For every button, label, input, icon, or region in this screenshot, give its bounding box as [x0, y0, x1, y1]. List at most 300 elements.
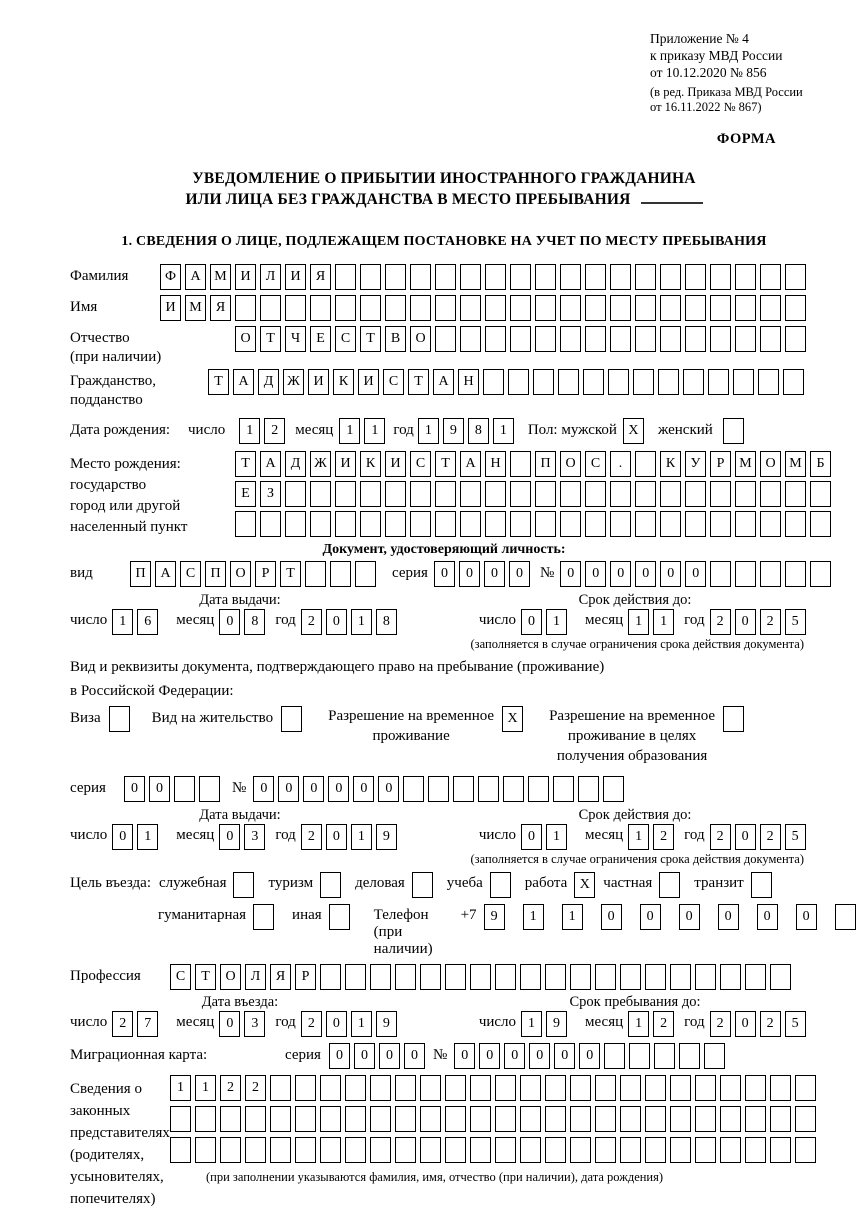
char-cell[interactable]: З — [260, 481, 281, 507]
char-cell[interactable] — [320, 1075, 341, 1101]
char-cell[interactable] — [460, 295, 481, 321]
char-cell[interactable] — [720, 1106, 741, 1132]
char-cell[interactable] — [570, 1137, 591, 1163]
char-cell[interactable]: Т — [280, 561, 301, 587]
char-cell[interactable] — [295, 1137, 316, 1163]
char-cell[interactable]: 7 — [137, 1011, 158, 1037]
char-cell[interactable] — [603, 776, 624, 802]
char-cell[interactable]: К — [360, 451, 381, 477]
char-cell[interactable]: 0 — [479, 1043, 500, 1069]
char-cell[interactable]: 2 — [653, 1011, 674, 1037]
char-cell[interactable]: И — [308, 369, 329, 395]
char-cell[interactable]: А — [433, 369, 454, 395]
char-cell[interactable]: О — [760, 451, 781, 477]
char-cell[interactable] — [174, 776, 195, 802]
char-cell[interactable] — [560, 295, 581, 321]
char-cell[interactable] — [760, 295, 781, 321]
char-cell[interactable] — [745, 1137, 766, 1163]
char-cell[interactable]: О — [220, 964, 241, 990]
char-cell[interactable] — [685, 481, 706, 507]
char-cell[interactable]: 0 — [735, 1011, 756, 1037]
char-cell[interactable] — [660, 264, 681, 290]
char-cell[interactable] — [760, 326, 781, 352]
char-cell[interactable]: 1 — [546, 609, 567, 635]
char-cell[interactable] — [335, 511, 356, 537]
char-cell[interactable] — [460, 481, 481, 507]
char-cell[interactable]: 0 — [149, 776, 170, 802]
char-cell[interactable] — [420, 1137, 441, 1163]
char-cell[interactable] — [460, 326, 481, 352]
purpose-other-checkbox[interactable] — [329, 904, 350, 930]
char-cell[interactable] — [535, 511, 556, 537]
char-cell[interactable]: 0 — [454, 1043, 475, 1069]
char-cell[interactable] — [735, 561, 756, 587]
char-cell[interactable] — [545, 1106, 566, 1132]
char-cell[interactable] — [770, 1137, 791, 1163]
char-cell[interactable]: О — [560, 451, 581, 477]
char-cell[interactable] — [695, 1106, 716, 1132]
char-cell[interactable] — [510, 326, 531, 352]
char-cell[interactable] — [735, 295, 756, 321]
char-cell[interactable] — [604, 1043, 625, 1069]
char-cell[interactable] — [295, 1075, 316, 1101]
char-cell[interactable]: Л — [245, 964, 266, 990]
char-cell[interactable]: Т — [235, 451, 256, 477]
char-cell[interactable] — [528, 776, 549, 802]
char-cell[interactable] — [710, 561, 731, 587]
char-cell[interactable] — [608, 369, 629, 395]
char-cell[interactable]: 0 — [278, 776, 299, 802]
char-cell[interactable] — [235, 511, 256, 537]
char-cell[interactable] — [485, 295, 506, 321]
char-cell[interactable] — [195, 1106, 216, 1132]
char-cell[interactable] — [708, 369, 729, 395]
char-cell[interactable]: А — [185, 264, 206, 290]
char-cell[interactable]: 5 — [785, 1011, 806, 1037]
temp-residence-education-checkbox[interactable] — [723, 706, 744, 732]
char-cell[interactable]: 0 — [219, 824, 240, 850]
char-cell[interactable] — [535, 295, 556, 321]
char-cell[interactable] — [385, 295, 406, 321]
purpose-work-checkbox[interactable]: X — [574, 872, 595, 898]
char-cell[interactable] — [585, 295, 606, 321]
char-cell[interactable]: 2 — [760, 609, 781, 635]
char-cell[interactable] — [545, 1137, 566, 1163]
char-cell[interactable] — [560, 481, 581, 507]
char-cell[interactable] — [470, 1075, 491, 1101]
char-cell[interactable]: К — [333, 369, 354, 395]
char-cell[interactable] — [270, 1137, 291, 1163]
char-cell[interactable]: 0 — [112, 824, 133, 850]
char-cell[interactable] — [645, 964, 666, 990]
char-cell[interactable] — [420, 1075, 441, 1101]
char-cell[interactable]: 2 — [653, 824, 674, 850]
char-cell[interactable] — [620, 964, 641, 990]
char-cell[interactable]: Б — [810, 451, 831, 477]
char-cell[interactable] — [558, 369, 579, 395]
char-cell[interactable] — [170, 1137, 191, 1163]
char-cell[interactable] — [710, 511, 731, 537]
char-cell[interactable]: Т — [195, 964, 216, 990]
char-cell[interactable] — [485, 264, 506, 290]
char-cell[interactable] — [760, 561, 781, 587]
char-cell[interactable] — [320, 964, 341, 990]
char-cell[interactable]: Е — [310, 326, 331, 352]
char-cell[interactable] — [685, 326, 706, 352]
char-cell[interactable] — [370, 1137, 391, 1163]
char-cell[interactable] — [245, 1137, 266, 1163]
char-cell[interactable] — [495, 964, 516, 990]
char-cell[interactable]: М — [735, 451, 756, 477]
char-cell[interactable]: 1 — [418, 418, 439, 444]
char-cell[interactable] — [199, 776, 220, 802]
char-cell[interactable]: С — [170, 964, 191, 990]
char-cell[interactable] — [370, 1075, 391, 1101]
char-cell[interactable]: 0 — [404, 1043, 425, 1069]
char-cell[interactable] — [435, 326, 456, 352]
char-cell[interactable]: 0 — [504, 1043, 525, 1069]
char-cell[interactable]: 9 — [484, 904, 505, 930]
char-cell[interactable] — [545, 1075, 566, 1101]
char-cell[interactable] — [595, 1137, 616, 1163]
char-cell[interactable]: 0 — [640, 904, 661, 930]
char-cell[interactable]: 0 — [378, 776, 399, 802]
char-cell[interactable] — [410, 481, 431, 507]
char-cell[interactable]: 1 — [137, 824, 158, 850]
char-cell[interactable] — [758, 369, 779, 395]
char-cell[interactable]: 0 — [757, 904, 778, 930]
char-cell[interactable] — [235, 295, 256, 321]
char-cell[interactable] — [620, 1075, 641, 1101]
char-cell[interactable]: Л — [260, 264, 281, 290]
char-cell[interactable]: 1 — [523, 904, 544, 930]
char-cell[interactable]: 0 — [560, 561, 581, 587]
char-cell[interactable]: 0 — [329, 1043, 350, 1069]
purpose-tourism-checkbox[interactable] — [320, 872, 341, 898]
char-cell[interactable] — [670, 1106, 691, 1132]
char-cell[interactable] — [395, 1137, 416, 1163]
char-cell[interactable]: . — [610, 451, 631, 477]
char-cell[interactable] — [445, 1137, 466, 1163]
char-cell[interactable] — [679, 1043, 700, 1069]
char-cell[interactable]: 9 — [376, 1011, 397, 1037]
char-cell[interactable] — [478, 776, 499, 802]
char-cell[interactable]: И — [385, 451, 406, 477]
char-cell[interactable] — [735, 511, 756, 537]
char-cell[interactable]: 1 — [628, 824, 649, 850]
char-cell[interactable] — [470, 964, 491, 990]
char-cell[interactable]: 0 — [660, 561, 681, 587]
char-cell[interactable] — [195, 1137, 216, 1163]
char-cell[interactable]: 0 — [521, 824, 542, 850]
char-cell[interactable] — [495, 1075, 516, 1101]
char-cell[interactable] — [720, 1075, 741, 1101]
char-cell[interactable] — [460, 264, 481, 290]
char-cell[interactable]: 0 — [554, 1043, 575, 1069]
char-cell[interactable] — [783, 369, 804, 395]
char-cell[interactable] — [635, 326, 656, 352]
char-cell[interactable]: 3 — [244, 824, 265, 850]
char-cell[interactable] — [585, 511, 606, 537]
char-cell[interactable] — [610, 511, 631, 537]
char-cell[interactable] — [395, 1106, 416, 1132]
char-cell[interactable]: 1 — [562, 904, 583, 930]
char-cell[interactable] — [360, 264, 381, 290]
char-cell[interactable] — [355, 561, 376, 587]
char-cell[interactable]: 0 — [303, 776, 324, 802]
char-cell[interactable] — [445, 1106, 466, 1132]
char-cell[interactable] — [535, 481, 556, 507]
char-cell[interactable]: Я — [210, 295, 231, 321]
char-cell[interactable]: 2 — [710, 824, 731, 850]
char-cell[interactable]: С — [410, 451, 431, 477]
char-cell[interactable] — [470, 1106, 491, 1132]
char-cell[interactable] — [520, 1075, 541, 1101]
char-cell[interactable]: 0 — [326, 1011, 347, 1037]
char-cell[interactable] — [570, 964, 591, 990]
char-cell[interactable] — [720, 1137, 741, 1163]
char-cell[interactable]: 2 — [301, 1011, 322, 1037]
char-cell[interactable]: 0 — [521, 609, 542, 635]
char-cell[interactable] — [670, 964, 691, 990]
char-cell[interactable]: М — [185, 295, 206, 321]
char-cell[interactable] — [658, 369, 679, 395]
male-checkbox[interactable]: X — [623, 418, 644, 444]
char-cell[interactable]: Е — [235, 481, 256, 507]
char-cell[interactable] — [635, 295, 656, 321]
female-checkbox[interactable] — [723, 418, 744, 444]
char-cell[interactable] — [485, 511, 506, 537]
char-cell[interactable]: С — [335, 326, 356, 352]
char-cell[interactable] — [395, 964, 416, 990]
char-cell[interactable]: 5 — [785, 609, 806, 635]
char-cell[interactable]: 2 — [112, 1011, 133, 1037]
char-cell[interactable]: М — [785, 451, 806, 477]
char-cell[interactable] — [220, 1106, 241, 1132]
char-cell[interactable]: Д — [285, 451, 306, 477]
char-cell[interactable] — [710, 295, 731, 321]
char-cell[interactable] — [685, 264, 706, 290]
char-cell[interactable]: Ж — [310, 451, 331, 477]
char-cell[interactable] — [435, 481, 456, 507]
char-cell[interactable] — [220, 1137, 241, 1163]
char-cell[interactable]: Я — [310, 264, 331, 290]
char-cell[interactable] — [733, 369, 754, 395]
char-cell[interactable] — [495, 1106, 516, 1132]
char-cell[interactable] — [685, 295, 706, 321]
char-cell[interactable] — [610, 264, 631, 290]
char-cell[interactable]: 0 — [484, 561, 505, 587]
char-cell[interactable] — [645, 1137, 666, 1163]
char-cell[interactable]: М — [210, 264, 231, 290]
char-cell[interactable]: 1 — [351, 1011, 372, 1037]
char-cell[interactable]: О — [235, 326, 256, 352]
char-cell[interactable] — [170, 1106, 191, 1132]
char-cell[interactable]: 8 — [376, 609, 397, 635]
char-cell[interactable] — [620, 1106, 641, 1132]
purpose-business-checkbox[interactable] — [412, 872, 433, 898]
char-cell[interactable] — [310, 511, 331, 537]
char-cell[interactable]: 8 — [468, 418, 489, 444]
char-cell[interactable] — [385, 511, 406, 537]
char-cell[interactable] — [428, 776, 449, 802]
char-cell[interactable] — [735, 481, 756, 507]
char-cell[interactable] — [535, 264, 556, 290]
char-cell[interactable]: 0 — [219, 1011, 240, 1037]
char-cell[interactable]: 1 — [493, 418, 514, 444]
char-cell[interactable]: П — [535, 451, 556, 477]
char-cell[interactable] — [520, 1137, 541, 1163]
char-cell[interactable] — [510, 451, 531, 477]
char-cell[interactable] — [633, 369, 654, 395]
temp-residence-checkbox[interactable]: X — [502, 706, 523, 732]
char-cell[interactable] — [485, 326, 506, 352]
char-cell[interactable] — [560, 326, 581, 352]
char-cell[interactable] — [735, 326, 756, 352]
char-cell[interactable] — [435, 264, 456, 290]
char-cell[interactable] — [785, 481, 806, 507]
char-cell[interactable] — [645, 1075, 666, 1101]
char-cell[interactable] — [785, 511, 806, 537]
char-cell[interactable] — [585, 481, 606, 507]
char-cell[interactable]: 1 — [170, 1075, 191, 1101]
char-cell[interactable] — [533, 369, 554, 395]
char-cell[interactable] — [595, 964, 616, 990]
char-cell[interactable] — [785, 326, 806, 352]
char-cell[interactable] — [360, 295, 381, 321]
char-cell[interactable]: 1 — [628, 1011, 649, 1037]
char-cell[interactable] — [435, 295, 456, 321]
char-cell[interactable]: 2 — [710, 1011, 731, 1037]
char-cell[interactable] — [770, 1075, 791, 1101]
char-cell[interactable]: П — [205, 561, 226, 587]
char-cell[interactable] — [345, 1106, 366, 1132]
char-cell[interactable] — [685, 511, 706, 537]
char-cell[interactable]: В — [385, 326, 406, 352]
char-cell[interactable]: А — [155, 561, 176, 587]
char-cell[interactable] — [810, 561, 831, 587]
char-cell[interactable] — [695, 964, 716, 990]
char-cell[interactable]: А — [460, 451, 481, 477]
char-cell[interactable] — [335, 264, 356, 290]
char-cell[interactable]: П — [130, 561, 151, 587]
char-cell[interactable]: 1 — [521, 1011, 542, 1037]
char-cell[interactable] — [395, 1075, 416, 1101]
char-cell[interactable] — [410, 295, 431, 321]
char-cell[interactable] — [635, 481, 656, 507]
char-cell[interactable]: Т — [435, 451, 456, 477]
char-cell[interactable] — [410, 511, 431, 537]
char-cell[interactable] — [360, 511, 381, 537]
char-cell[interactable] — [560, 264, 581, 290]
char-cell[interactable] — [570, 1106, 591, 1132]
char-cell[interactable]: И — [235, 264, 256, 290]
char-cell[interactable] — [770, 964, 791, 990]
char-cell[interactable] — [785, 264, 806, 290]
char-cell[interactable] — [620, 1137, 641, 1163]
char-cell[interactable]: А — [233, 369, 254, 395]
char-cell[interactable] — [670, 1075, 691, 1101]
char-cell[interactable] — [410, 264, 431, 290]
char-cell[interactable] — [610, 481, 631, 507]
residence-permit-checkbox[interactable] — [281, 706, 302, 732]
char-cell[interactable] — [835, 904, 856, 930]
char-cell[interactable] — [320, 1137, 341, 1163]
char-cell[interactable]: 0 — [326, 609, 347, 635]
char-cell[interactable]: 2 — [301, 609, 322, 635]
char-cell[interactable] — [510, 511, 531, 537]
char-cell[interactable]: 0 — [718, 904, 739, 930]
char-cell[interactable] — [795, 1137, 816, 1163]
char-cell[interactable] — [570, 1075, 591, 1101]
char-cell[interactable] — [320, 1106, 341, 1132]
char-cell[interactable]: 0 — [585, 561, 606, 587]
char-cell[interactable] — [360, 481, 381, 507]
char-cell[interactable]: 0 — [509, 561, 530, 587]
char-cell[interactable]: Ф — [160, 264, 181, 290]
char-cell[interactable] — [610, 326, 631, 352]
char-cell[interactable] — [704, 1043, 725, 1069]
char-cell[interactable]: О — [230, 561, 251, 587]
char-cell[interactable] — [645, 1106, 666, 1132]
char-cell[interactable]: 1 — [351, 609, 372, 635]
char-cell[interactable]: 8 — [244, 609, 265, 635]
char-cell[interactable] — [305, 561, 326, 587]
char-cell[interactable] — [660, 326, 681, 352]
char-cell[interactable]: 0 — [326, 824, 347, 850]
char-cell[interactable]: 0 — [735, 609, 756, 635]
char-cell[interactable] — [720, 964, 741, 990]
char-cell[interactable] — [585, 264, 606, 290]
char-cell[interactable] — [503, 776, 524, 802]
char-cell[interactable]: 1 — [239, 418, 260, 444]
char-cell[interactable] — [345, 964, 366, 990]
char-cell[interactable]: Д — [258, 369, 279, 395]
char-cell[interactable]: Т — [360, 326, 381, 352]
char-cell[interactable]: 9 — [376, 824, 397, 850]
char-cell[interactable] — [660, 295, 681, 321]
char-cell[interactable] — [420, 1106, 441, 1132]
char-cell[interactable]: 2 — [220, 1075, 241, 1101]
char-cell[interactable] — [635, 511, 656, 537]
purpose-humanitarian-checkbox[interactable] — [253, 904, 274, 930]
char-cell[interactable]: 1 — [546, 824, 567, 850]
char-cell[interactable] — [385, 264, 406, 290]
char-cell[interactable] — [785, 561, 806, 587]
char-cell[interactable]: 9 — [546, 1011, 567, 1037]
char-cell[interactable]: 2 — [301, 824, 322, 850]
char-cell[interactable] — [345, 1075, 366, 1101]
char-cell[interactable] — [420, 964, 441, 990]
char-cell[interactable] — [545, 964, 566, 990]
char-cell[interactable] — [695, 1137, 716, 1163]
char-cell[interactable] — [553, 776, 574, 802]
char-cell[interactable] — [485, 481, 506, 507]
char-cell[interactable]: 1 — [653, 609, 674, 635]
char-cell[interactable] — [795, 1075, 816, 1101]
char-cell[interactable]: И — [335, 451, 356, 477]
char-cell[interactable] — [710, 481, 731, 507]
char-cell[interactable]: Р — [710, 451, 731, 477]
char-cell[interactable]: 0 — [796, 904, 817, 930]
char-cell[interactable]: Т — [408, 369, 429, 395]
char-cell[interactable]: Н — [458, 369, 479, 395]
char-cell[interactable]: Т — [260, 326, 281, 352]
char-cell[interactable] — [520, 1106, 541, 1132]
char-cell[interactable]: 2 — [760, 1011, 781, 1037]
char-cell[interactable] — [760, 481, 781, 507]
char-cell[interactable] — [595, 1106, 616, 1132]
